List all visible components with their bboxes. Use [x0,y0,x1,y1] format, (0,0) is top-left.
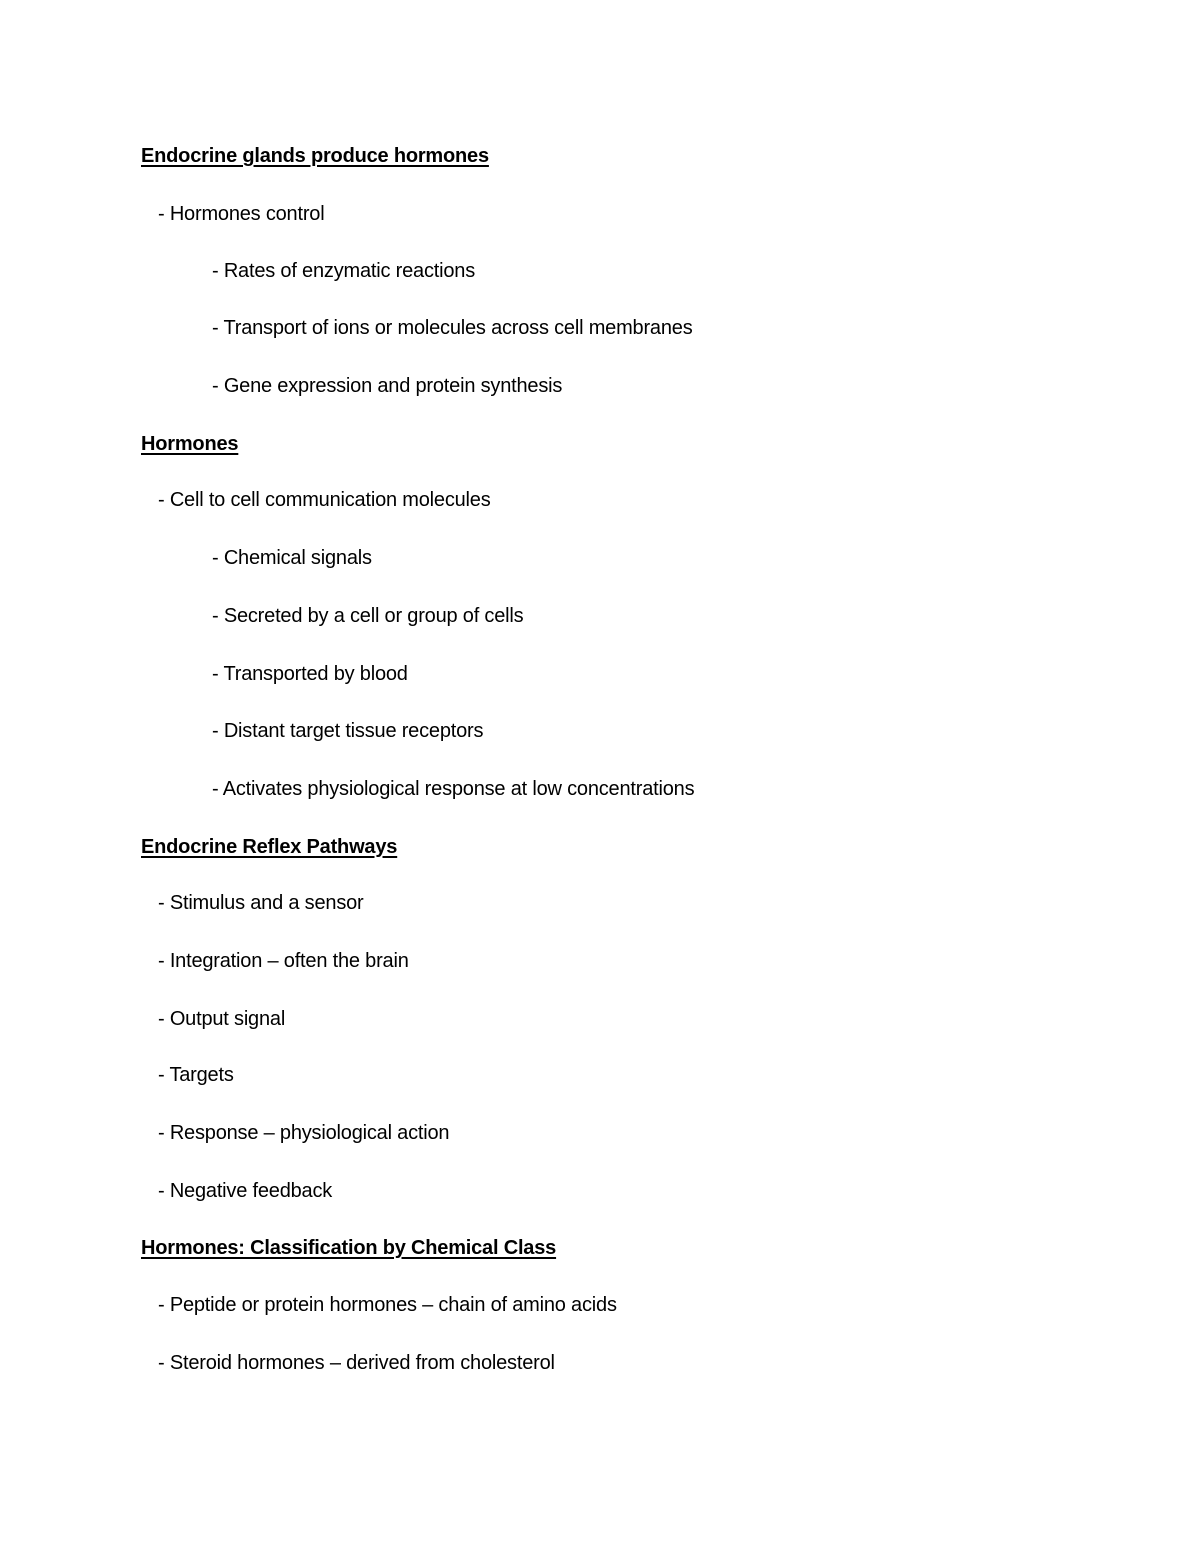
bullet-item: - Response – physiological action [158,1122,450,1144]
section-heading: Endocrine Reflex Pathways [141,836,398,858]
sub-bullet-item: - Chemical signals [212,547,372,569]
section-heading: Hormones [141,433,239,455]
sub-bullet-item: - Rates of enzymatic reactions [212,260,475,282]
section-heading: Endocrine glands produce hormones [141,145,489,167]
bullet-item: - Targets [158,1064,234,1086]
sub-bullet-item: - Distant target tissue receptors [212,720,484,742]
sub-bullet-item: - Gene expression and protein synthesis [212,375,563,397]
sub-bullet-item: - Secreted by a cell or group of cells [212,605,524,627]
bullet-item: - Cell to cell communication molecules [158,489,491,511]
bullet-item: - Negative feedback [158,1180,333,1202]
bullet-item: - Stimulus and a sensor [158,892,364,914]
bullet-item: - Hormones control [158,203,325,225]
sub-bullet-item: - Activates physiological response at low concentrations [212,778,695,800]
sub-bullet-item: - Transported by blood [212,663,408,685]
section-heading: Hormones: Classification by Chemical Class [141,1237,557,1259]
bullet-item: - Steroid hormones – derived from cholesterol [158,1352,555,1374]
sub-bullet-item: - Transport of ions or molecules across cell membranes [212,317,693,339]
bullet-item: - Output signal [158,1008,286,1030]
bullet-item: - Integration – often the brain [158,950,409,972]
bullet-item: - Peptide or protein hormones – chain of amino acids [158,1294,617,1316]
